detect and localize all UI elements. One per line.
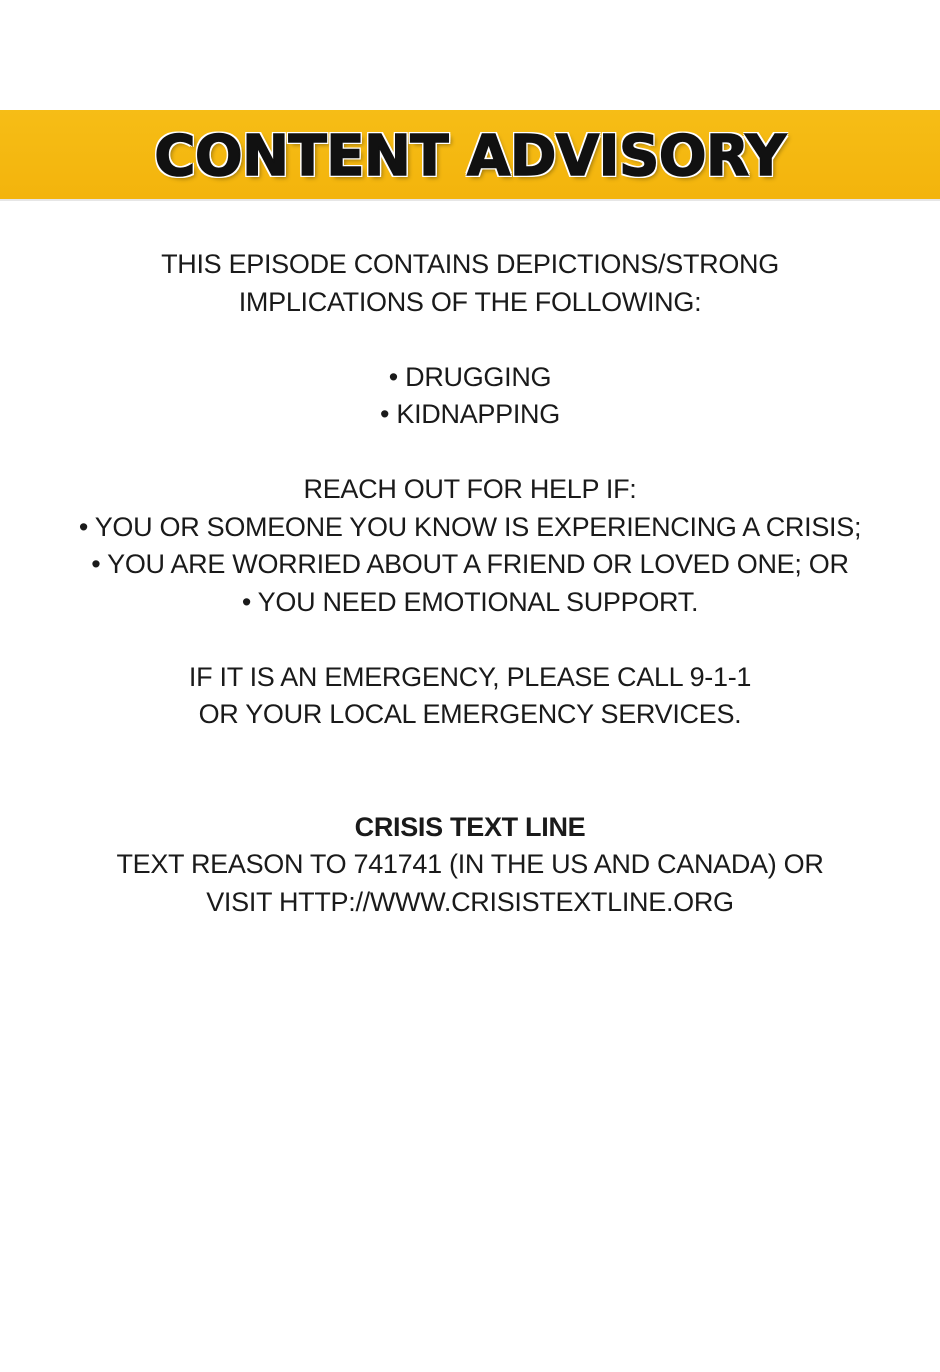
spacer <box>0 734 940 809</box>
help-item-support: • YOU NEED EMOTIONAL SUPPORT. <box>241 586 699 617</box>
help-item-crisis: • YOU OR SOMEONE YOU KNOW IS EXPERIENCING A CRISIS; <box>78 511 862 542</box>
emergency-line-1: IF IT IS AN EMERGENCY, PLEASE CALL 9-1-1 <box>188 661 752 692</box>
advisory-banner <box>0 110 940 201</box>
help-item-worried: • YOU ARE WORRIED ABOUT A FRIEND OR LOVED ONE; OR <box>91 549 849 579</box>
crisis-text-line-title: CRISIS TEXT LINE <box>354 811 586 842</box>
intro-line-1: THIS EPISODE CONTAINS DEPICTIONS/STRONG <box>161 249 779 279</box>
spacer <box>0 321 940 359</box>
emergency-line-2: OR YOUR LOCAL EMERGENCY SERVICES. <box>198 699 742 729</box>
spacer <box>0 621 940 659</box>
crisis-text-line-url: VISIT HTTP://WWW.CRISISTEXTLINE.ORG <box>206 886 734 917</box>
topic-item-drugging: • DRUGGING <box>388 361 552 392</box>
help-heading: REACH OUT FOR HELP IF: <box>303 474 637 504</box>
intro-line-2: IMPLICATIONS OF THE FOLLOWING: <box>238 286 702 317</box>
banner-title: CONTENT ADVISORY <box>154 124 786 189</box>
spacer <box>0 434 940 472</box>
topic-item-kidnapping: • KIDNAPPING <box>380 399 560 429</box>
crisis-text-line-instructions: TEXT REASON TO 741741 (IN THE US AND CANADA) OR <box>116 849 824 879</box>
advisory-content <box>0 246 940 921</box>
